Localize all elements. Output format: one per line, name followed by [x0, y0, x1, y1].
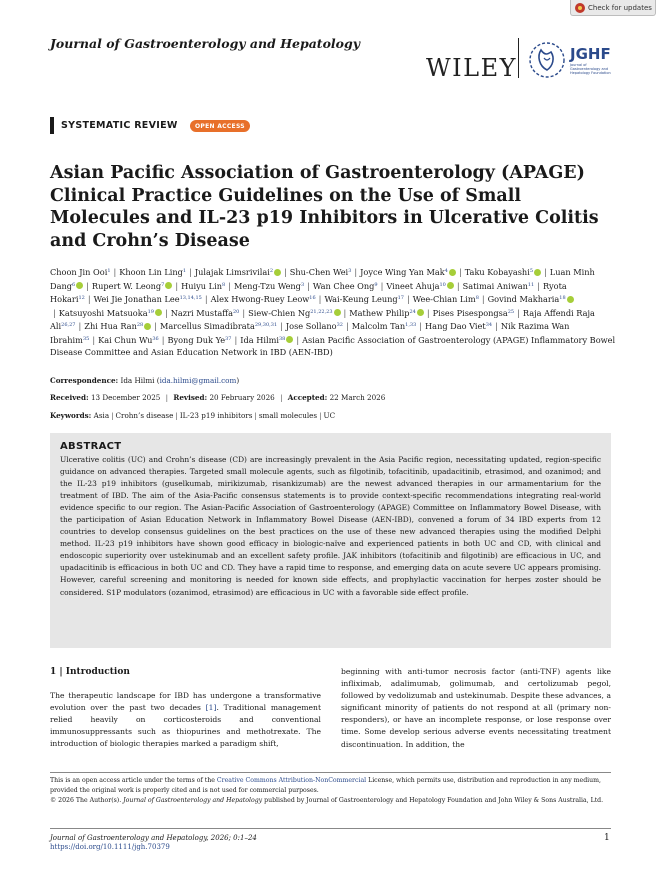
orcid-icon[interactable]: [334, 309, 341, 316]
author[interactable]: Huiyu Lin$^8$: [181, 280, 226, 291]
keywords-label: Keywords:: [50, 411, 92, 420]
dates-line: Received: 13 December 2025 | Revised: 20 February 2026 | Accepted: 22 March 2026: [50, 393, 386, 402]
keywords-list: [94, 411, 335, 420]
author[interactable]: Zhi Hua Ran$^{28}$: [84, 321, 151, 331]
author-separator: |: [419, 321, 423, 331]
author[interactable]: Hang Dao Viet$^{34}$: [425, 321, 493, 331]
check-for-updates-label: Check for updates: [588, 3, 652, 12]
author[interactable]: Wai-Keung Leung$^{17}$: [324, 294, 404, 304]
affiliation-marker[interactable]: 19: [147, 308, 154, 315]
author[interactable]: Raja Affendi Raja Ali$^{26,27}$: [50, 307, 595, 331]
abstract-text: Ulcerative colitis (UC) and Crohn’s disease (CD) are increasingly prevalent in the Asia Pacific region, necessitating updated, region-specific guidance on advanced therapies. Targeted small molecule agents, such as filgotinib, tofacitinib, upadacitinib, etrasimod, and ozanimod; and the IL-23 p19 inhibitors (guselkumab, mirikizumab, risankizumab) are the newest advanced therapies in our armamentarium for the treatment of IBD. The aim of the Asia-Pacific consensus statements is to provide context-specific recommendations integrating real-world evidence specific to our region. The Asian-Pacific Association of Gastroenterology (APAGE) Committee on Inflammatory Bowel Disease, with the participation of Asian Education Network in Inflammatory Bowel Disease (AEN-IBD), convened a forum of 34 IBD experts from 12 countries to develop consensus guidelines on the best practices on the use of these new advanced therapies using the modified Delphi method. IL-23 p19 inhibitors have shown good efficacy in biologic-naïve and experienced patients in both UC and CD, with clinical and endoscopic superiority over ustekinumab and an excellent safety profile. JAK inhibitors (tofacitinib and filgotinib) are efficacious in UC, and upadacitinib is efficacious in both UC and CD. They have a rapid time to response, and emerging data on acute severe UC appears promising. However, careful screening and monitoring is needed for known side effects, and prophylactic vaccination for herpes zoster should be considered. S1P modulators (ozanimod, etrasimod) are efficacious in UC with a favorable side effect profile.: [60, 455, 601, 597]
orcid-icon[interactable]: [144, 323, 151, 330]
article-type-label: SYSTEMATIC REVIEW: [61, 120, 178, 131]
author[interactable]: Katsuyoshi Matsuoka$^{19}$: [59, 308, 162, 318]
author-separator: |: [164, 307, 168, 318]
header-divider: [518, 38, 519, 78]
affiliation-marker[interactable]: 20: [232, 308, 240, 315]
section-tag-bar: [50, 117, 54, 134]
author-separator: |: [86, 280, 89, 291]
orcid-icon[interactable]: [447, 282, 454, 289]
correspondence-email-link[interactable]: ida.hilmi@gmail.com: [159, 376, 237, 385]
author-separator: |: [280, 321, 283, 331]
introduction-right-column: beginning with anti-tumor necrosis factor (anti-TNF) agents like infliximab, adalimumab, golimumab, and certolizumab pegol, followed by vedolizumab and ustekinumab. Despite these advances, a significant minority of patients do not respond at all (primary non-responders), or have an incomplete response, or lose response over time. Some develop serious adverse events necessitating treatment discontinuation. In addition, the: [341, 667, 611, 749]
intro-text-2: . Traditional management relied heavily on corticosteroids and conventional immunosuppressants such as thiopurines and methotrexate. The introduction of biologic therapies marked a paradigm shift,: [50, 703, 321, 749]
article-title: Asian Pacific Association of Gastroenterology (APAGE) Clinical Practice Guidelines on the Use of Small Molecules and IL-23 p19 Inhibitors in Ulcerative Colitis and Crohn’s Disease: [50, 163, 599, 251]
author-separator: |: [354, 267, 358, 277]
page-number: 1: [604, 833, 610, 843]
received-date: 13 December 2025: [90, 393, 161, 402]
author-separator: |: [406, 294, 410, 304]
author[interactable]: Vineet Ahuja$^{10}$: [386, 281, 454, 291]
publisher-logo: WILEY: [426, 54, 517, 82]
accepted-date: 22 March 2026: [329, 393, 386, 402]
intro-text-1: The therapeutic landscape for IBD has undergone a transformative evolution over the past two decades: [50, 691, 321, 713]
author[interactable]: Meng-Tzu Weng$^3$: [233, 280, 305, 291]
author-separator: |: [426, 307, 430, 318]
affiliation-marker[interactable]: 32: [336, 322, 343, 328]
author-separator: |: [517, 307, 520, 318]
affiliation-marker[interactable]: 10: [439, 281, 446, 288]
affiliation-marker[interactable]: 18: [559, 295, 566, 301]
author[interactable]: Alex Hwong-Ruey Leow$^{16}$: [210, 294, 316, 304]
author[interactable]: Choon Jin Ooi$^1$: [50, 267, 111, 277]
orcid-icon[interactable]: [76, 282, 83, 289]
author[interactable]: Rupert W. Leong$^7$: [92, 281, 172, 291]
footer-divider-2: [50, 828, 611, 829]
doi-link[interactable]: https://doi.org/10.1111/jgh.70379: [50, 843, 170, 851]
author-separator: |: [343, 307, 347, 318]
author[interactable]: Ida Hilmi$^{38}$: [240, 335, 293, 345]
author[interactable]: Shu-Chen Wei$^3$: [289, 267, 352, 277]
affiliation-marker[interactable]: 8: [475, 295, 479, 301]
affiliation-marker[interactable]: 9: [374, 281, 378, 288]
author-separator: |: [53, 307, 56, 318]
affiliation-marker[interactable]: 26,27: [61, 322, 76, 328]
affiliation-marker[interactable]: 34: [485, 322, 493, 328]
affiliation-marker[interactable]: 11: [527, 281, 535, 288]
affiliation-marker[interactable]: 8: [222, 281, 226, 288]
author[interactable]: Joyce Wing Yan Mak$^4$: [360, 267, 456, 277]
crossmark-icon: [575, 3, 585, 13]
keyword-separator: |: [254, 411, 257, 420]
affiliation-marker[interactable]: 2: [269, 268, 274, 274]
author-separator: |: [380, 280, 384, 291]
society-logo-subtitle: Journal of Gastroenterology and Hepatology Foundation: [570, 63, 611, 75]
abstract-box: [50, 433, 611, 648]
author[interactable]: Nazri Mustaffa$^{20}$: [170, 307, 240, 318]
affiliation-marker[interactable]: 16: [309, 295, 316, 301]
author[interactable]: Marcellus Simadibrata$^{29,30,31}$: [159, 321, 278, 331]
affiliation-marker[interactable]: 38: [278, 335, 286, 342]
author[interactable]: Malcolm Tan$^{1,33}$: [351, 321, 417, 331]
author-list: [50, 265, 620, 359]
affiliation-marker[interactable]: 28: [136, 322, 144, 328]
keywords-line: [50, 411, 335, 420]
affiliation-marker[interactable]: 29,30,31: [254, 322, 278, 328]
affiliation-marker[interactable]: 25: [507, 308, 515, 315]
received-label: Received:: [50, 393, 89, 402]
license-statement: [50, 776, 611, 796]
copyright-statement: [50, 796, 611, 806]
affiliation-marker[interactable]: 37: [225, 335, 232, 342]
author[interactable]: Pises Pisespongsa$^{25}$: [432, 307, 515, 318]
author-separator: |: [242, 307, 246, 318]
author-separator: |: [113, 267, 117, 277]
author[interactable]: Luan Minh Dang$^6$: [50, 267, 595, 291]
author[interactable]: Nik Razima Wan Ibrahim$^{35}$: [50, 321, 570, 345]
author-separator: |: [346, 321, 349, 331]
affiliation-marker[interactable]: 13,14,15: [179, 295, 202, 301]
author-separator: |: [228, 280, 231, 291]
author-separator: |: [92, 334, 96, 345]
affiliation-marker[interactable]: 4: [444, 268, 448, 274]
keyword-separator: |: [319, 411, 322, 420]
orcid-icon[interactable]: [165, 282, 172, 289]
keyword: small molecules: [258, 411, 318, 420]
author-separator: |: [87, 294, 91, 304]
affiliation-marker[interactable]: 21,22,23: [310, 308, 333, 315]
affiliation-marker[interactable]: 1,33: [405, 322, 417, 328]
author[interactable]: Siew-Chien Ng$^{21,22,23}$: [248, 308, 340, 318]
copyright-journal: Journal of Gastroenterology and Hepatology: [123, 797, 263, 804]
author[interactable]: Govind Makharia$^{18}$: [488, 294, 574, 304]
keyword: Crohn’s disease: [115, 411, 174, 420]
orcid-icon[interactable]: [155, 309, 162, 316]
affiliation-marker[interactable]: 24: [409, 308, 416, 315]
accepted-label: Accepted:: [287, 393, 328, 402]
copyright-text-1: © 2026 The Author(s).: [50, 797, 124, 804]
author-separator: |: [154, 321, 157, 331]
affiliation-marker[interactable]: 17: [397, 295, 404, 301]
author-separator: |: [296, 334, 300, 345]
open-access-badge: OPEN ACCESS: [190, 120, 250, 132]
introduction-left-column: [50, 690, 321, 750]
keyword-separator: |: [111, 411, 114, 420]
footer-divider: [50, 772, 611, 773]
affiliation-marker[interactable]: 5: [529, 268, 534, 274]
affiliation-marker[interactable]: 1: [182, 268, 187, 274]
author-separator: |: [456, 280, 460, 291]
author-group: Asian Pacific Association of Gastroenterology (APAGE) Inflammatory Bowel Disease Committee and Asian Education Network in IBD (AEN-IBD): [50, 334, 616, 357]
affiliation-marker[interactable]: 7: [161, 281, 165, 288]
keyword-separator: |: [175, 411, 178, 420]
author-separator: |: [78, 321, 82, 331]
journal-title: Journal of Gastroenterology and Hepatology: [50, 36, 361, 51]
orcid-icon[interactable]: [534, 269, 541, 276]
orcid-icon[interactable]: [274, 269, 281, 276]
author[interactable]: Kai Chun Wu$^{36}$: [98, 334, 159, 345]
author-separator: |: [537, 280, 541, 291]
correspondence-label: Correspondence:: [50, 376, 119, 385]
author[interactable]: Satimai Aniwan$^{11}$: [462, 280, 535, 291]
introduction-heading: 1 | Introduction: [50, 667, 130, 677]
jghf-emblem-icon: [527, 40, 567, 80]
affiliation-marker[interactable]: 35: [82, 335, 90, 342]
author-separator: |: [307, 280, 310, 291]
author-separator: |: [481, 294, 485, 304]
author-separator: |: [161, 334, 165, 345]
orcid-icon[interactable]: [286, 336, 293, 343]
check-for-updates-button[interactable]: [570, 0, 656, 16]
affiliation-marker[interactable]: 3: [348, 268, 352, 274]
author[interactable]: Ryota Hokari$^{12}$: [50, 280, 567, 304]
license-link[interactable]: Creative Commons Attribution-NonCommercial: [216, 777, 367, 784]
correspondence-line: Correspondence: Ida Hilmi (ida.hilmi@gmail.com): [50, 376, 240, 385]
author-separator: |: [204, 294, 208, 304]
copyright-text-2: published by Journal of Gastroenterology and Hepatology Foundation and John Wiley & Sons Australia, Ltd.: [262, 797, 604, 804]
author-separator: |: [544, 267, 547, 277]
abstract-heading: ABSTRACT: [60, 441, 122, 452]
keyword: Asia: [93, 411, 110, 420]
author[interactable]: Wei Jie Jonathan Lee$^{13,14,15}$: [93, 294, 202, 304]
author-separator: |: [495, 321, 498, 331]
orcid-icon[interactable]: [449, 269, 456, 276]
license-text-1: This is an open access article under the terms of the: [50, 777, 217, 784]
affiliation-marker[interactable]: 36: [152, 335, 159, 342]
revised-label: Revised:: [173, 393, 208, 402]
affiliation-marker[interactable]: 12: [78, 295, 85, 301]
society-logo-text: JGHF: [570, 45, 611, 63]
license-text-2: License, which permits use, distribution and reproduction in any medium, provided the original work is properly cited and is not used for commercial purposes.: [50, 777, 601, 794]
author[interactable]: Jose Sollano$^{32}$: [285, 321, 343, 331]
citation-line: Journal of Gastroenterology and Hepatology, 2026; 0:1–24: [50, 834, 257, 842]
author-separator: |: [318, 294, 322, 304]
author[interactable]: Khoon Lin Ling$^1$: [119, 267, 187, 277]
license-notes: [50, 776, 611, 806]
author-separator: |: [234, 334, 238, 345]
affiliation-marker[interactable]: 1: [107, 268, 111, 274]
author[interactable]: Wan Chee Ong$^9$: [312, 280, 378, 291]
author-separator: |: [189, 267, 192, 277]
orcid-icon[interactable]: [567, 296, 574, 303]
author[interactable]: Mathew Philip$^{24}$: [349, 308, 424, 318]
keyword: UC: [323, 411, 336, 420]
keyword: IL-23 p19 inhibitors: [179, 411, 253, 420]
author-separator: |: [284, 267, 287, 277]
author-separator: |: [458, 267, 462, 277]
author[interactable]: Julajak Limsrivilai$^2$: [195, 267, 281, 277]
reference-link[interactable]: [1]: [205, 703, 217, 713]
orcid-icon[interactable]: [417, 309, 424, 316]
author-separator: |: [175, 280, 179, 291]
correspondence-name: Ida Hilmi: [120, 376, 155, 385]
author[interactable]: Byong Duk Ye$^{37}$: [167, 334, 232, 345]
affiliation-marker[interactable]: 6: [71, 281, 76, 288]
revised-date: 20 February 2026: [209, 393, 275, 402]
author[interactable]: Taku Kobayashi$^5$: [465, 267, 541, 277]
author[interactable]: Wee-Chian Lim$^8$: [412, 294, 479, 304]
affiliation-marker[interactable]: 3: [300, 281, 305, 288]
